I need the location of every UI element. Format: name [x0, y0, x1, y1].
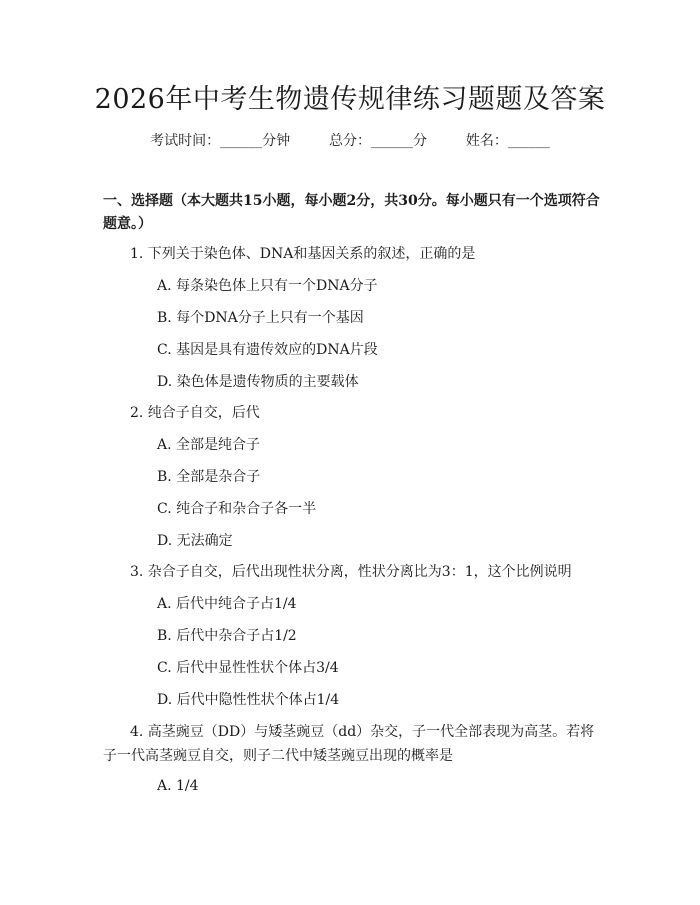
total-score-field: 总分：______分 [329, 133, 427, 149]
question-3-option-c: C. 后代中显性性状个体占3/4 [157, 660, 339, 676]
question-3-option-b: B. 后代中杂合子占1/2 [157, 628, 297, 644]
question-2-option-c: C. 纯合子和杂合子各一半 [157, 501, 317, 517]
question-1-option-c: C. 基因是具有遗传效应的DNA片段 [157, 342, 378, 358]
exam-meta [0, 131, 700, 151]
question-1-option-a: A. 每条染色体上只有一个DNA分子 [157, 278, 378, 294]
page-title: 2026年中考生物遗传规律练习题题及答案 [94, 84, 606, 115]
question-3-stem: 3. 杂合子自交，后代出现性状分离，性状分离比为3：1，这个比例说明 [130, 564, 572, 580]
question-3-option-d: D. 后代中隐性性状个体占1/4 [157, 692, 340, 708]
question-2-stem: 2. 纯合子自交，后代 [130, 405, 260, 421]
question-2-option-b: B. 全部是杂合子 [157, 469, 261, 485]
question-2-option-a: A. 全部是纯合子 [157, 437, 261, 453]
question-1-stem: 1. 下列关于染色体、DNA和基因关系的叙述，正确的是 [130, 246, 476, 262]
exam-time-field: 考试时间：______分钟 [150, 133, 291, 149]
question-1-option-b: B. 每个DNA分子上只有一个基因 [157, 310, 364, 326]
question-4-option-a: A. 1/4 [157, 778, 199, 794]
question-3-option-a: A. 后代中纯合子占1/4 [157, 596, 297, 612]
question-2-option-d: D. 无法确定 [157, 533, 233, 549]
question-4-stem: 4. 高茎豌豆（DD）与矮茎豌豆（dd）杂交，子一代全部表现为高茎。若将子一代高茎豌豆自交，则子二代中矮茎豌豆出现的概率是 [103, 724, 595, 764]
student-name-field: 姓名：______ [465, 133, 550, 149]
question-1-option-d: D. 染色体是遗传物质的主要载体 [157, 374, 359, 390]
section-heading: 一、选择题（本大题共15小题，每小题2分，共30分。每小题只有一个选项符合题意。） [103, 193, 600, 232]
